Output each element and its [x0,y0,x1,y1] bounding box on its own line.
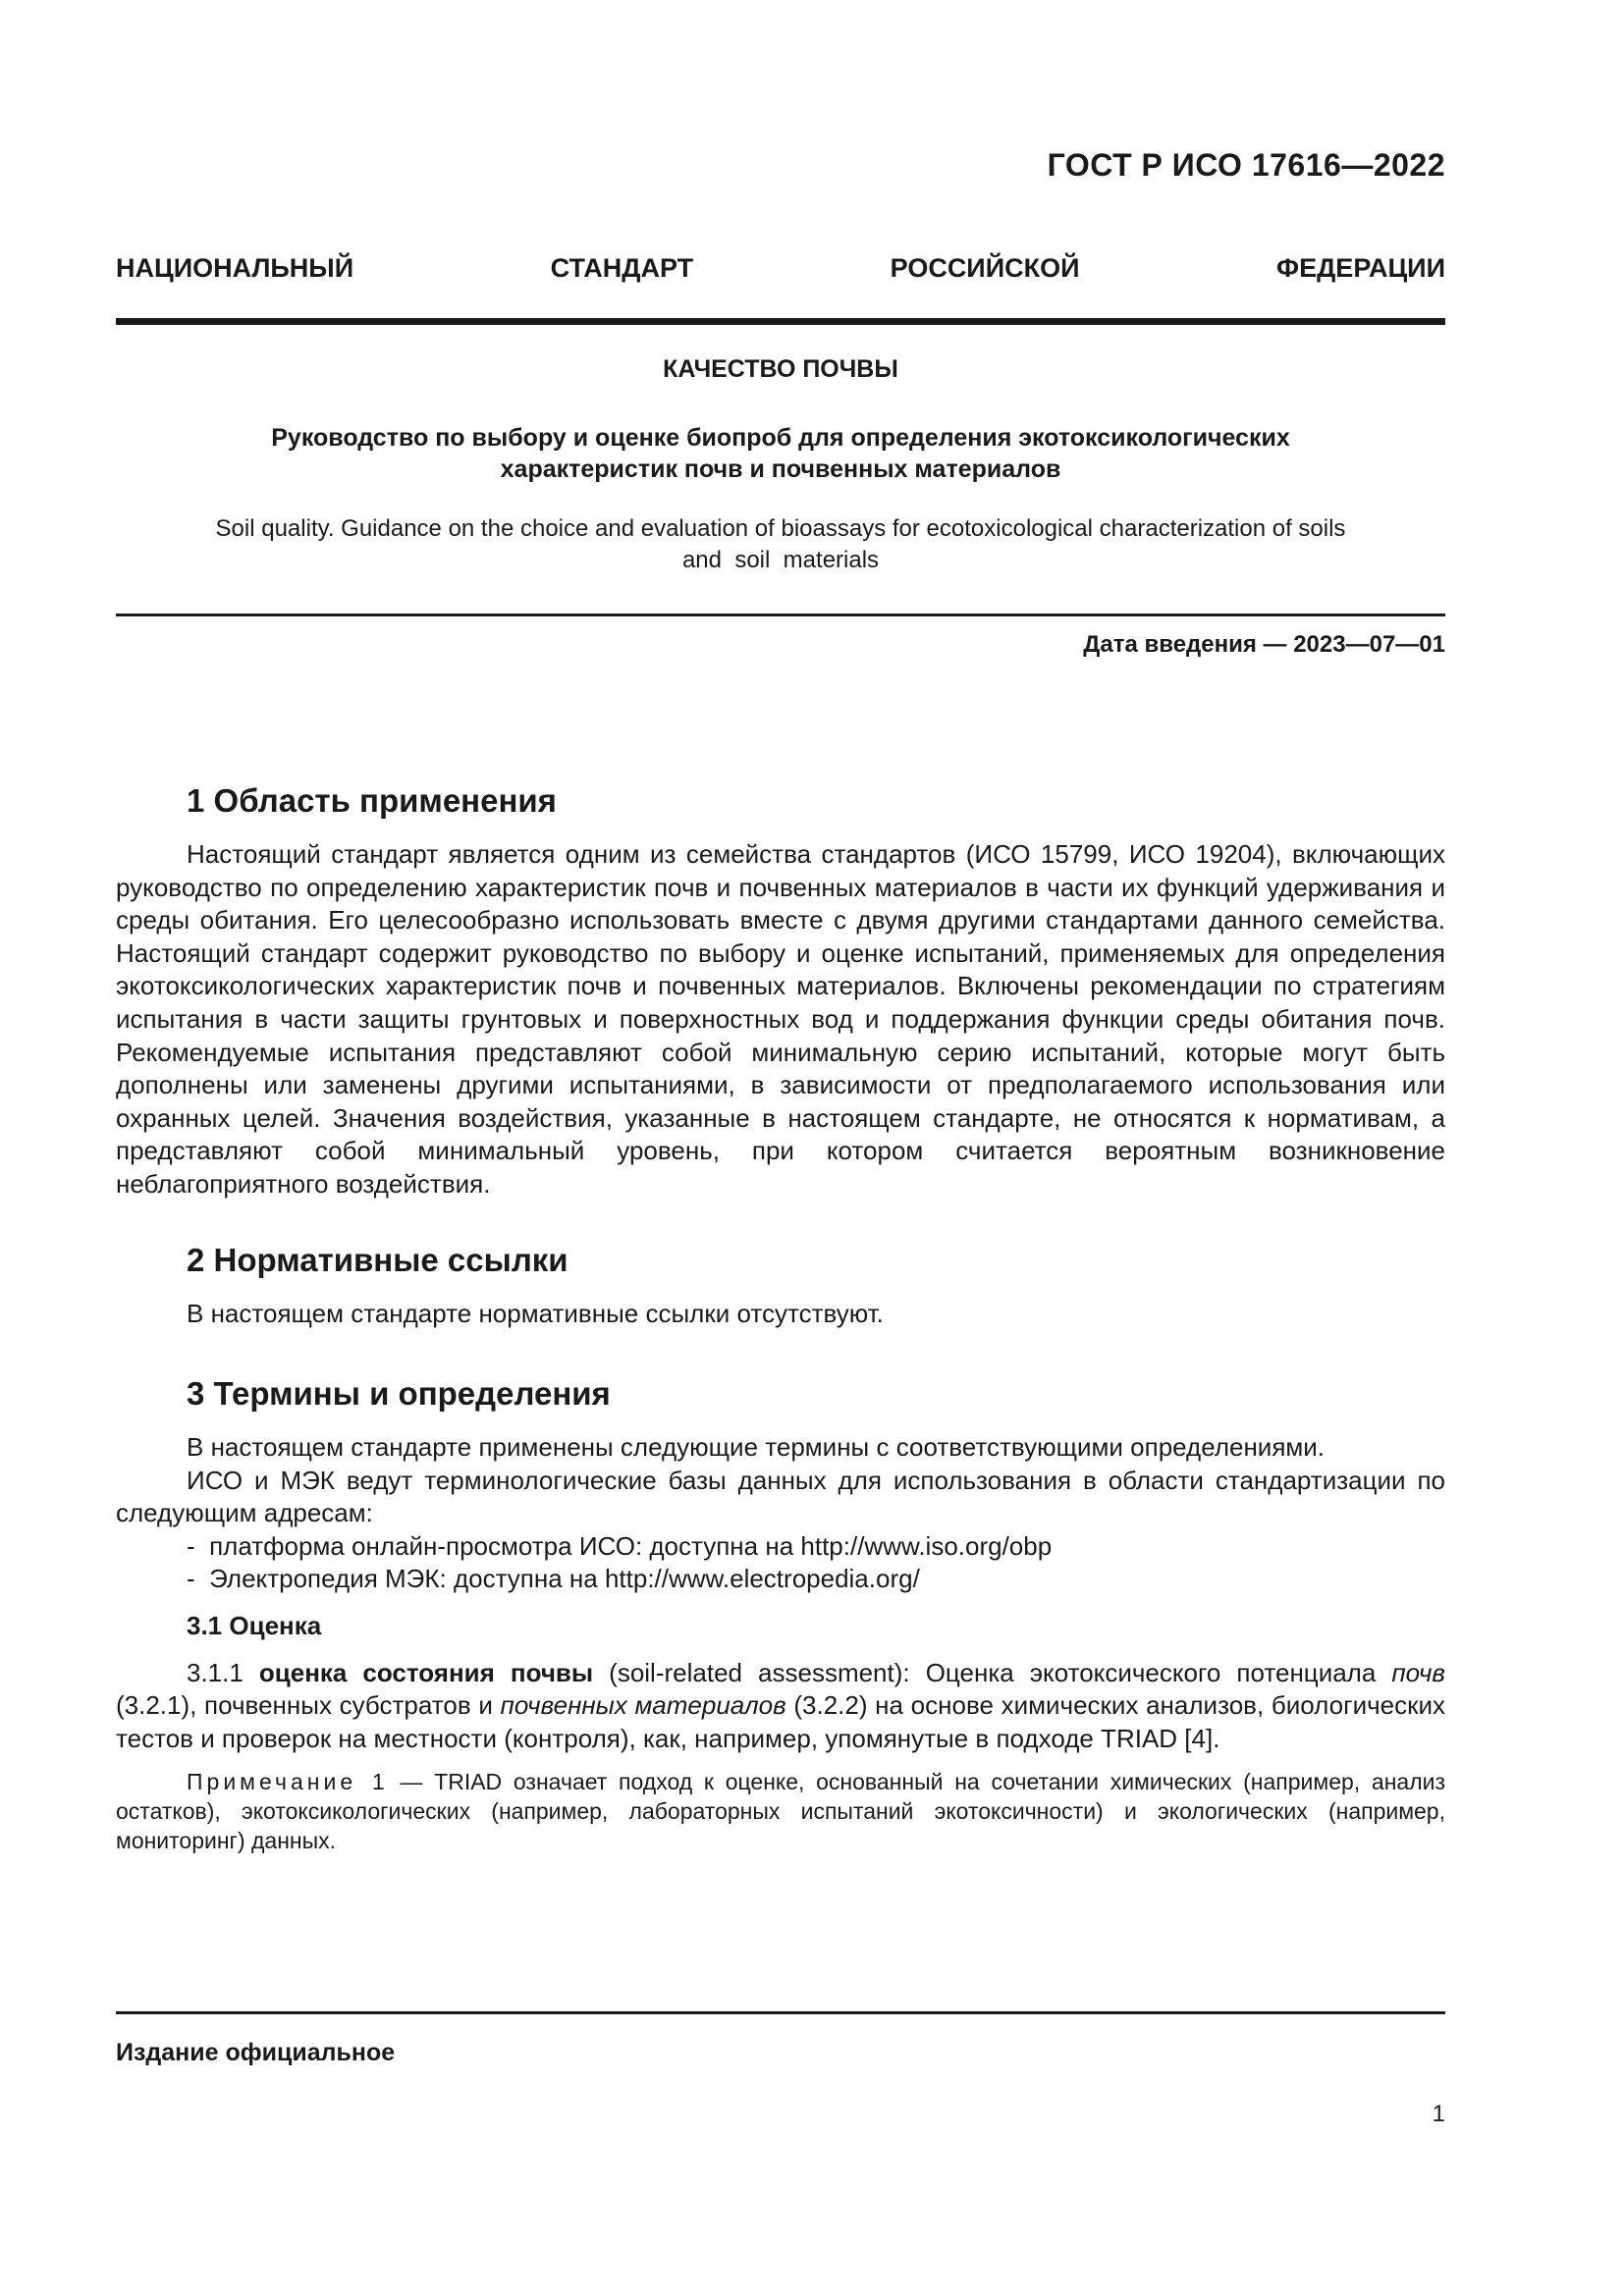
term-english: (soil-related assessment): [609,1657,910,1687]
english-title [116,513,1445,576]
section-3-heading: 3 Термины и определения [187,1375,611,1412]
effective-date: Дата введения — 2023—07—01 [1083,631,1445,658]
english-title-line-1: Soil quality. Guidance on the choice and evaluation of bioassays for ecotoxicological characterization of soils [215,515,1346,542]
title-divider [116,614,1445,616]
note-label: Примечание 1 [187,1769,389,1795]
national-standard-banner: НАЦИОНАЛЬНЫЙ СТАНДАРТ РОССИЙСКОЙ ФЕДЕРАЦИИ [116,253,1445,283]
english-title-line-2: and soil materials [681,547,880,573]
footer-divider [116,2011,1445,2014]
note-text: — TRIAD означает подход к оценке, основанный на сочетании химических (например, анализ остатков), экотоксикологических (например, лабораторных испытаний экотоксичности) и экологических (например, мониторинг) данных. [116,1769,1446,1854]
section-3-body-1: В настоящем стандарте применены следующие термины с соответствующими определениями. [187,1432,1326,1462]
section-2 [116,1241,1445,1331]
subtitle-line-2: характеристик почв и почвенных материалов [500,455,1061,483]
subsection-3-1-heading: 3.1 Оценка [187,1610,322,1640]
section-3-body-2: ИСО и МЭК ведут терминологические базы данных для использования в области стандартизации по следующим адресам: [116,1465,1445,1528]
term-definition-part-1: Оценка экотоксического потенциала [925,1657,1377,1687]
term-link-soils: почв [1391,1657,1446,1687]
list-item: - платформа онлайн-просмотра ИСО: доступна на http://www.iso.org/obp [187,1530,1053,1561]
standard-subtitle [116,422,1445,485]
term-3-1-1 [116,1657,1445,1756]
standard-title: КАЧЕСТВО ПОЧВЫ [663,355,898,383]
section-3 [116,1374,1445,1855]
term-number: 3.1.1 [187,1657,244,1687]
document-code: ГОСТ Р ИСО 17616—2022 [1047,147,1445,183]
section-1-body: Настоящий стандарт является одним из семейства стандартов (ИСО 15799, ИСО 19204), включающих руководство по определению характеристик почв и почвенных материалов в части их функций удерживания и среды обитания. Его целесообразно использовать вместе с двумя другими стандартами данного семейства. Настоящий стандарт содержит руководство по выбору и оценке испытаний, применяемых для определения экотоксикологических характеристик почв и почвенных материалов. Включены рекомендации по стратегиям испытания в части защиты грунтовых и поверхностных вод и поддержания функции среды обитания почв. Рекомендуемые испытания представляют собой минимальную серию испытаний, которые могут быть дополнены или заменены другими испытаниями, в зависимости от предполагаемого использования или охранных целей. Значения воздействия, указанные в настоящем стандарте, не относятся к нормативам, а представляют собой минимальный уровень, при котором считается вероятным возникновение неблагоприятного воздействия. [116,839,1445,1199]
term-link-soil-materials: почвенных материалов [500,1690,786,1721]
section-1 [116,781,1445,1201]
page-number: 1 [1432,2101,1445,2127]
header-divider [116,318,1445,325]
subtitle-line-1: Руководство по выбору и оценке биопроб для определения экотоксикологических [271,424,1290,452]
section-2-body: В настоящем стандарте нормативные ссылки отсутствуют. [187,1299,884,1328]
term-definition-part-3: (3.2.2) на основе химических анализов, биологических тестов и проверок на местности (контроля), как, например, упомянутые в подходе TRIAD [4]. [116,1690,1446,1753]
term-name: оценка состояния почвы [258,1657,594,1687]
section-2-heading: 2 Нормативные ссылки [187,1242,568,1278]
list-item: - Электропедия МЭК: доступна на http://www.electropedia.org/ [187,1564,920,1594]
official-edition-label: Издание официальное [116,2039,396,2066]
term-definition-part-2: (3.2.1), почвенных субстратов и [116,1690,493,1721]
note-1 [116,1767,1445,1855]
section-1-heading: 1 Область применения [187,782,557,819]
